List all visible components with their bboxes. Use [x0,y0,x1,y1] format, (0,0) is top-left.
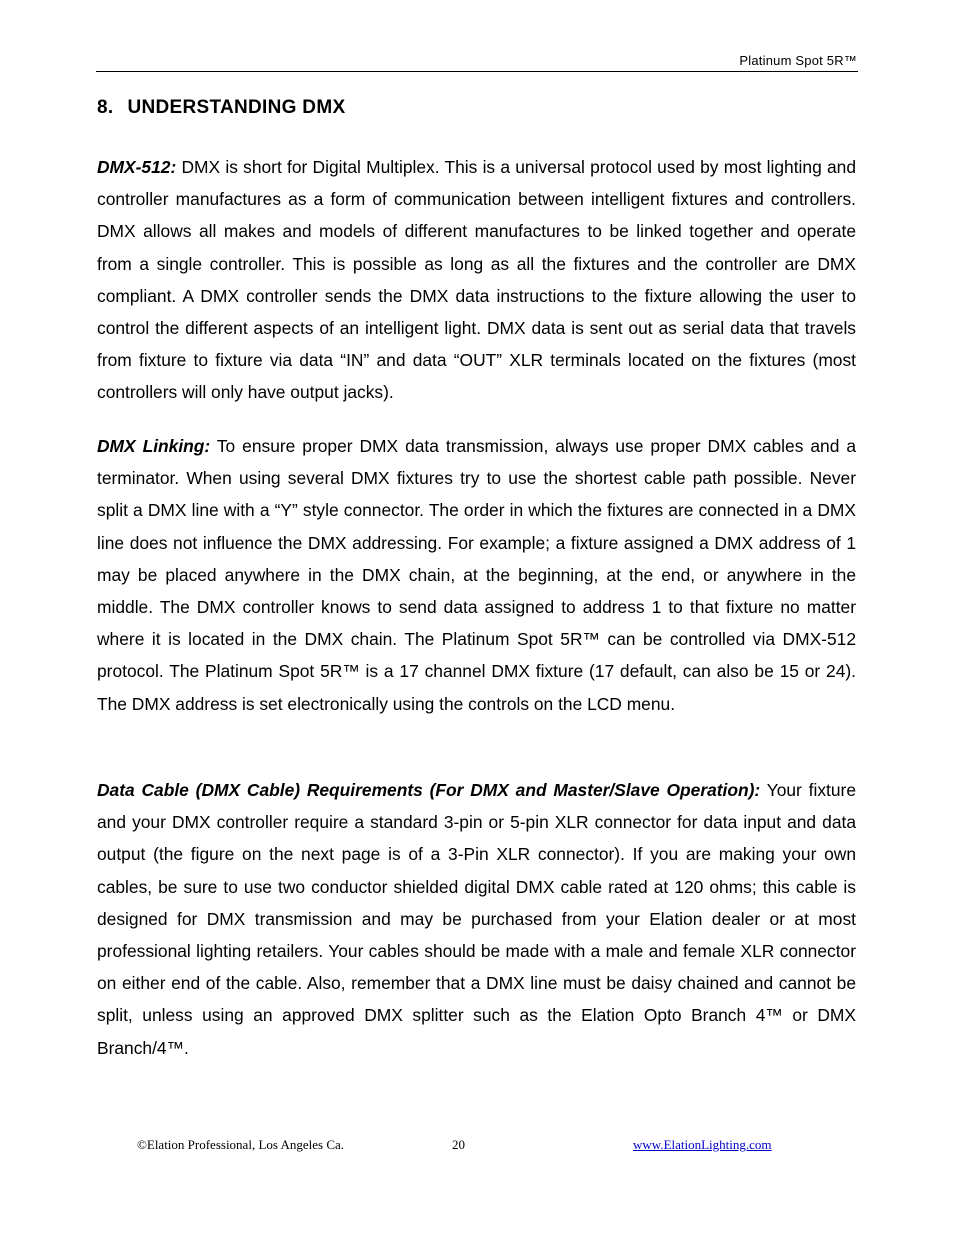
section-heading [97,97,345,119]
paragraph-text-dmx-512: DMX is short for Digital Multiplex. This is a universal protocol used by most lighting and controller manufactures as a form of communication between intelligent fixtures and controllers. DMX allows all makes and models of different manufactures to be linked together and operate from a single controller. This is possible as long as all the fixtures and the controller are DMX compliant. A DMX controller sends the DMX data instructions to the fixture allowing the user to control the different aspects of an intelligent light. DMX data is sent out as serial data that travels from fixture to fixture via data “IN” and data “OUT” XLR terminals located on the fixtures (most controllers will only have output jacks). [97,157,856,403]
paragraph-lead-dmx-512: DMX-512: [97,157,177,177]
paragraph-data-cable [97,774,856,1064]
footer-page-number: 20 [452,1137,465,1152]
paragraph-lead-data-cable: Data Cable (DMX Cable) Requirements (For DMX and Master/Slave Operation): [97,780,761,800]
paragraph-dmx-512 [97,151,856,409]
paragraph-lead-dmx-linking: DMX Linking: [97,436,211,456]
footer-website-link[interactable]: www.ElationLighting.com [633,1137,772,1152]
paragraph-text-dmx-linking: To ensure proper DMX data transmission, always use proper DMX cables and a terminator. When using several DMX fixtures try to use the shortest cable path possible. Never split a DMX line with a “Y” style connector. The order in which the fixtures are connected in a DMX line does not influence the DMX addressing. For example; a fixture assigned a DMX address of 1 may be placed anywhere in the DMX chain, at the beginning, at the end, or anywhere in the middle. The DMX controller knows to send data assigned to address 1 to that fixture no matter where it is located in the DMX chain. The Platinum Spot 5R™ can be controlled via DMX-512 protocol. The Platinum Spot 5R™ is a 17 channel DMX fixture (17 default, can also be 15 or 24). The DMX address is set electronically using the controls on the LCD menu. [97,436,856,714]
paragraph-dmx-linking [97,430,856,720]
running-header-title: Platinum Spot 5R™ [739,53,857,68]
section-title: UNDERSTANDING DMX [127,97,346,118]
section-number: 8. [97,97,114,118]
footer-copyright: ©Elation Professional, Los Angeles Ca. [137,1137,345,1152]
header-divider [96,71,858,72]
paragraph-text-data-cable: Your fixture and your DMX controller require a standard 3-pin or 5-pin XLR connector for data input and data output (the figure on the next page is of a 3-Pin XLR connector). If you are making your own cables, be sure to use two conductor shielded digital DMX cable rated at 120 ohms; this cable is designed for DMX transmission and may be purchased from your Elation dealer or at most professional lighting retailers. Your cables should be made with a male and female XLR connector on either end of the cable. Also, remember that a DMX line must be daisy chained and cannot be split, unless using an approved DMX splitter such as the Elation Opto Branch 4™ or DMX Branch/4™. [97,780,856,1058]
